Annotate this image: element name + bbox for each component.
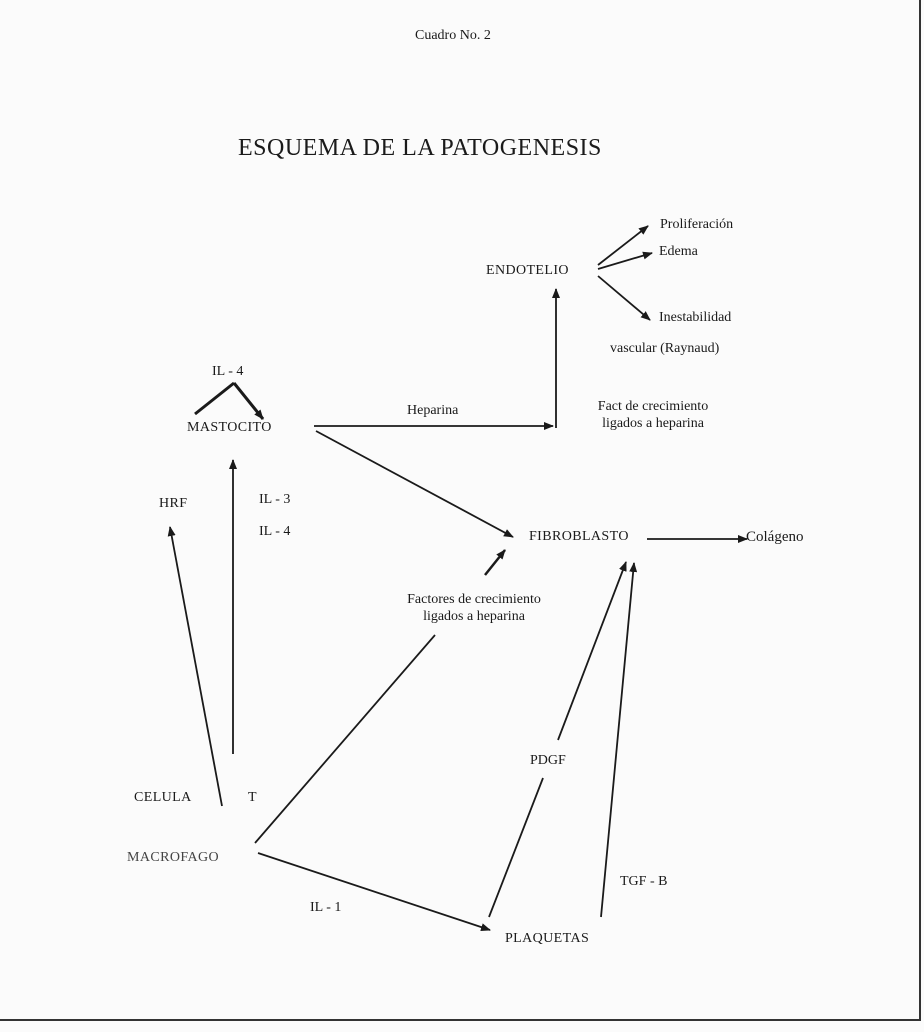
label-fact-crecimiento bbox=[572, 398, 734, 432]
node-endotelio: ENDOTELIO bbox=[486, 263, 569, 278]
outcome-colageno: Colágeno bbox=[746, 529, 804, 545]
outcome-proliferacion: Proliferación bbox=[660, 217, 734, 232]
node-celula-t: T bbox=[248, 790, 257, 805]
arrow-pdgf-fibroblasto bbox=[558, 562, 626, 740]
node-hrf: HRF bbox=[159, 496, 188, 511]
arrow-endotelio-edema bbox=[598, 253, 652, 269]
arrow-macrofago-plaquetas bbox=[258, 853, 490, 930]
label-il4-mid: IL - 4 bbox=[259, 524, 291, 539]
arrow-celula-hrf bbox=[170, 527, 222, 806]
node-mastocito: MASTOCITO bbox=[187, 420, 272, 435]
node-macrofago: MACROFAGO bbox=[127, 850, 220, 865]
label-heparina: Heparina bbox=[407, 403, 459, 418]
label-il3: IL - 3 bbox=[259, 492, 291, 507]
arrow-endotelio-inestabilidad bbox=[598, 276, 650, 320]
node-fibroblasto: FIBROBLASTO bbox=[529, 529, 629, 544]
factores-line-2: ligados a heparina bbox=[423, 609, 525, 624]
table-caption: Cuadro No. 2 bbox=[415, 28, 491, 43]
label-il4-top: IL - 4 bbox=[212, 364, 244, 379]
arrow-macrofago-factores bbox=[255, 635, 435, 843]
node-plaquetas: PLAQUETAS bbox=[505, 931, 590, 946]
label-tgfb: TGF - B bbox=[620, 874, 668, 889]
outcome-inestabilidad: Inestabilidad bbox=[659, 310, 732, 325]
arrow-il4-right bbox=[234, 383, 263, 419]
diagram-title: ESQUEMA DE LA PATOGENESIS bbox=[238, 135, 602, 161]
node-celula: CELULA bbox=[134, 790, 192, 805]
outcome-edema: Edema bbox=[659, 244, 698, 259]
arrow-endotelio-proliferacion bbox=[598, 226, 648, 265]
arrow-il4-left bbox=[195, 383, 234, 414]
fact-line-1: Fact de crecimiento bbox=[597, 399, 709, 414]
arrow-plaquetas-pdgf bbox=[489, 778, 543, 917]
label-il1: IL - 1 bbox=[310, 900, 342, 915]
arrow-mastocito-fibroblasto bbox=[316, 431, 513, 537]
arrow-factores-fibroblasto bbox=[485, 550, 505, 575]
fact-line-2: ligados a heparina bbox=[602, 416, 704, 431]
outcome-vascular: vascular (Raynaud) bbox=[610, 341, 720, 356]
factores-line-1: Factores de crecimiento bbox=[407, 592, 541, 607]
label-factores-crecimiento bbox=[390, 591, 558, 625]
label-pdgf: PDGF bbox=[530, 753, 566, 768]
